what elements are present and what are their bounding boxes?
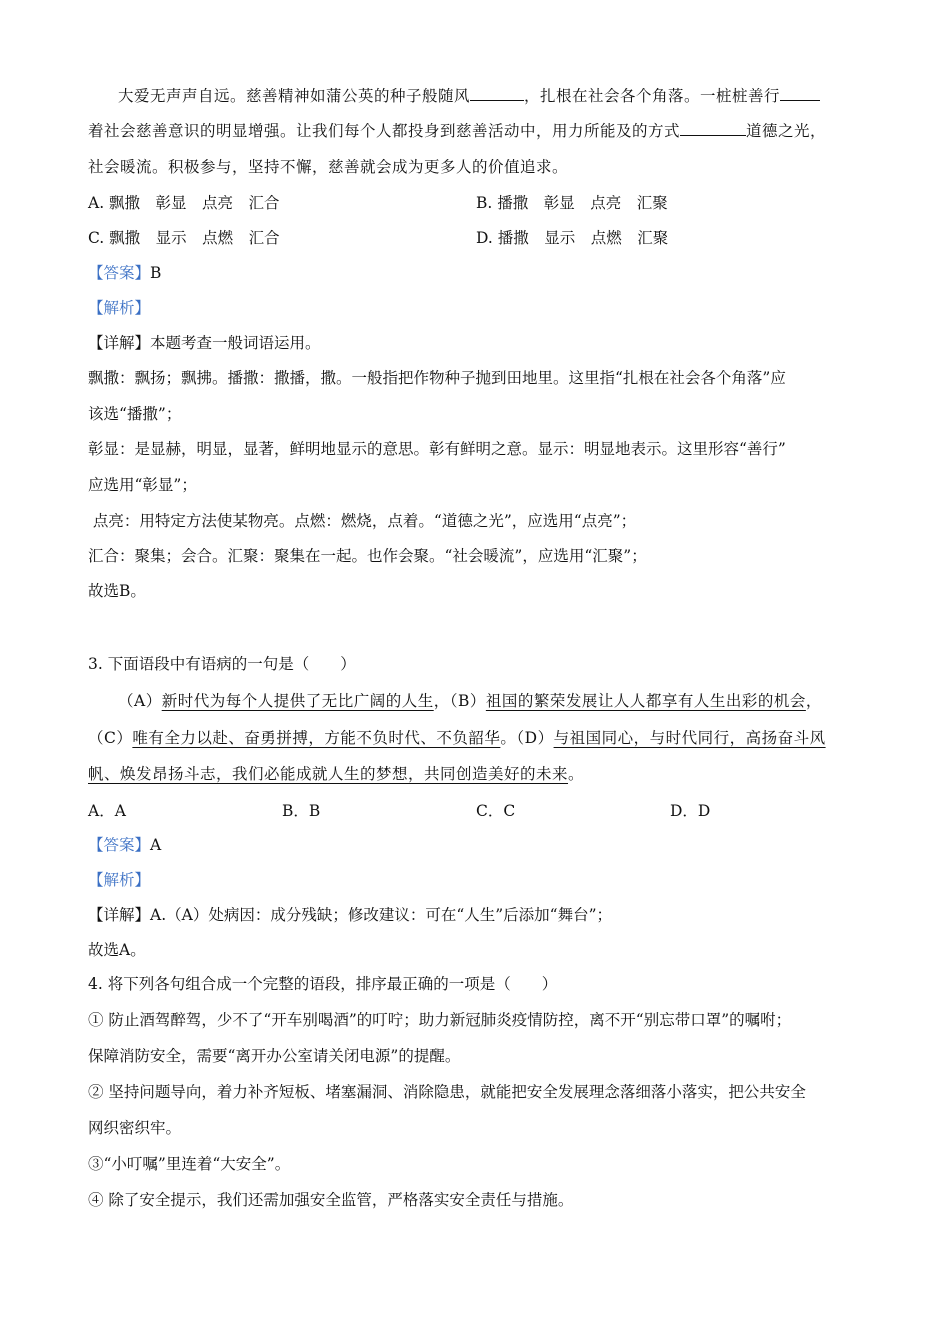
q2-passage-text: ，扎根在社会各个角落。一桩桩善行 bbox=[524, 87, 781, 105]
answer-tag: 【答案】 bbox=[88, 836, 151, 854]
q3-answer bbox=[88, 833, 161, 855]
q2-option-d: D. 播撒 显示 点燃 汇聚 bbox=[476, 229, 669, 247]
q2-conclusion: 故选B。 bbox=[88, 582, 146, 600]
q2-explanation-4: 应选用“彰显”； bbox=[88, 476, 197, 494]
q2-explanation-1: 飘撒：飘扬；飘拂。播撒：撒播，撒。一般指把作物种子抛到田地里。这里指“扎根在社会各个角落”应 bbox=[88, 369, 786, 387]
sentence-c-tag: （C） bbox=[88, 729, 133, 747]
q3-stem: 3. 下面语段中有语病的一句是（ ） bbox=[88, 655, 356, 673]
q2-explanation-6: 汇合：聚集；会合。汇聚：聚集在一起。也作会聚。“社会暖流”，应选用“汇聚”； bbox=[88, 547, 647, 565]
sentence-d-tag: 。（D） bbox=[500, 729, 554, 747]
detail-tag: 【详解】 bbox=[88, 906, 151, 924]
q4-sentence-2: ② 坚持问题导向，着力补齐短板、堵塞漏洞、消除隐患，就能把安全发展理念落细落小落实，把公共安全 bbox=[88, 1083, 806, 1101]
detail-text: A.（A）处病因：成分残缺；修改建议：可在“人生”后添加“舞台”； bbox=[150, 906, 613, 924]
sentence-b: 祖国的繁荣发展让人人都享有人生出彩的机会 bbox=[485, 692, 806, 710]
sentence-b-tag: ，（B） bbox=[433, 692, 486, 710]
q2-passage-text: 大爱无声声自远。慈善精神如蒲公英的种子般随风 bbox=[118, 87, 471, 105]
blank-2 bbox=[780, 86, 820, 101]
q3-passage-line-3 bbox=[88, 762, 584, 784]
sentence-d-continued: 帆、焕发昂扬斗志，我们必能成就人生的梦想，共同创造美好的未来 bbox=[88, 765, 569, 783]
q3-option-b: B．B bbox=[282, 802, 321, 820]
q3-option-a: A．A bbox=[88, 802, 126, 820]
q2-option-b: B. 播撒 彰显 点亮 汇聚 bbox=[476, 194, 668, 212]
q3-option-d: D．D bbox=[670, 802, 711, 820]
sentence-a: 新时代为每个人提供了无比广阔的人生 bbox=[161, 692, 434, 710]
q2-detail bbox=[88, 331, 321, 353]
q2-answer bbox=[88, 261, 161, 283]
q2-explanation-2: 该选“播撒”； bbox=[88, 405, 182, 423]
q2-passage-text: 着社会慈善意识的明显增强。让我们每个人都投身到慈善活动中，用力所能及的方式 bbox=[88, 122, 681, 140]
q2-option-a: A. 飘撒 彰显 点亮 汇合 bbox=[88, 194, 280, 212]
detail-tag: 【详解】 bbox=[88, 334, 151, 352]
sentence-a-tag: （A） bbox=[118, 692, 162, 710]
q3-option-c: C．C bbox=[476, 802, 516, 820]
punctuation: 。 bbox=[568, 765, 585, 783]
detail-text: 本题考查一般词语运用。 bbox=[150, 334, 321, 352]
q4-sentence-1-continued: 保障消防安全，需要“离开办公室请关闭电源”的提醒。 bbox=[88, 1047, 461, 1065]
q2-explanation-3: 彰显：是显赫，明显，显著，鲜明地显示的意思。彰有鲜明之意。显示：明显地表示。这里形容“善行” bbox=[88, 440, 786, 458]
answer-tag: 【答案】 bbox=[88, 264, 151, 282]
q3-passage-line-1 bbox=[118, 689, 822, 711]
punctuation: ， bbox=[805, 692, 822, 710]
sentence-c: 唯有全力以赴、奋勇拼搏，方能不负时代、不负韶华 bbox=[132, 729, 501, 747]
blank-1 bbox=[470, 86, 524, 101]
answer-value: B bbox=[150, 264, 162, 282]
q3-conclusion: 故选A。 bbox=[88, 941, 146, 959]
q4-sentence-4: ④ 除了安全提示，我们还需加强安全监管，严格落实安全责任与措施。 bbox=[88, 1191, 574, 1209]
answer-value: A bbox=[150, 836, 162, 854]
blank-3 bbox=[680, 121, 746, 136]
q2-explanation-5: 点亮：用特定方法使某物亮。点燃：燃烧，点着。“道德之光”，应选用“点亮”； bbox=[88, 512, 637, 530]
q2-passage-line-3: 社会暖流。积极参与，坚持不懈，慈善就会成为更多人的价值追求。 bbox=[88, 158, 569, 176]
q3-detail bbox=[88, 903, 612, 925]
q2-option-c: C. 飘撒 显示 点燃 汇合 bbox=[88, 229, 280, 247]
q3-analysis-tag: 【解析】 bbox=[88, 871, 151, 889]
q2-passage-text: 道德之光， bbox=[746, 122, 827, 140]
q2-passage-line-1 bbox=[118, 84, 820, 106]
q4-sentence-2-continued: 网织密织牢。 bbox=[88, 1119, 182, 1137]
q2-passage-line-2 bbox=[88, 119, 826, 141]
q4-stem: 4. 将下列各句组合成一个完整的语段，排序最正确的一项是（ ） bbox=[88, 975, 558, 993]
q4-sentence-1: ① 防止酒驾醉驾，少不了“开车别喝酒”的叮咛；助力新冠肺炎疫情防控，离不开“别忘带口罩”的嘱咐； bbox=[88, 1011, 792, 1029]
q3-passage-line-2 bbox=[88, 726, 826, 748]
q4-sentence-3: ③“小叮嘱”里连着“大安全”。 bbox=[88, 1155, 291, 1173]
q2-analysis-tag: 【解析】 bbox=[88, 299, 151, 317]
sentence-d: 与祖国同心，与时代同行，高扬奋斗风 bbox=[553, 729, 826, 747]
